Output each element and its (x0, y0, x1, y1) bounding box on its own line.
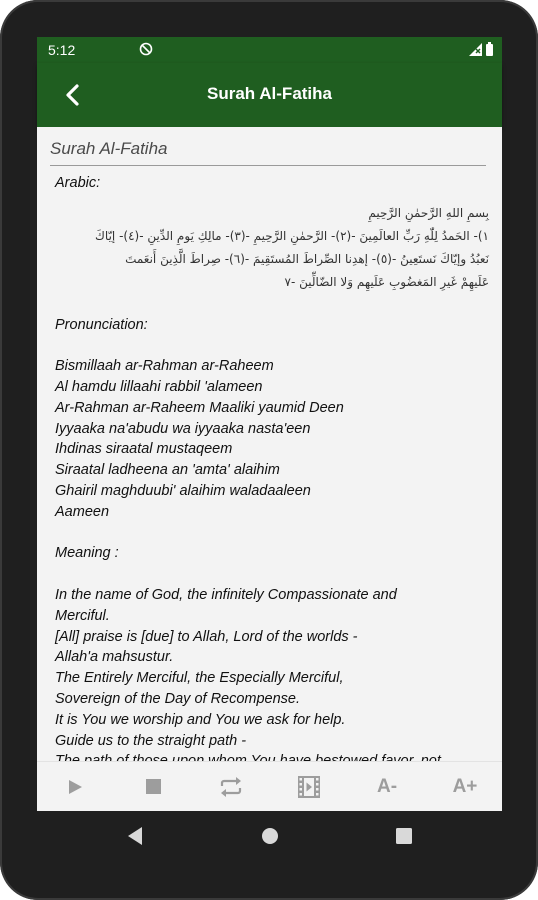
video-button[interactable] (279, 762, 339, 811)
pronunciation-line: Ar-Rahman ar-Raheem Maaliki yaumid Deen (55, 399, 344, 416)
pronunciation-line: Iyyaaka na'abudu wa iyyaaka nasta'een (55, 420, 311, 437)
system-nav-bar (37, 810, 502, 863)
app-bar-title: Surah Al-Fatiha (207, 84, 332, 103)
repeat-icon (219, 777, 243, 797)
arabic-line: بِسمِ اللهِ الرَّحمٰنِ الرَّحِيمِ (368, 205, 489, 220)
recents-square-icon[interactable] (395, 826, 413, 846)
status-time: 5:12 (48, 42, 76, 58)
meaning-line: Guide us to the straight path - (55, 732, 247, 749)
meaning-label: Meaning : (55, 545, 119, 562)
arabic-line: ١)- الحَمدُ لِلّٰهِ رَبِّ العالَمِينَ -(٢)- الرَّحمٰنِ الرَّحِيمِ -(٣)- مالِكِ يَومِ الدِّينِ -(٤)- إيّاكَ (95, 228, 489, 243)
meaning-line: In the name of God, the infinitely Compassionate and (55, 586, 397, 603)
pronunciation-line: Ghairil maghduubi' alaihim waladaaleen (55, 482, 311, 499)
screen (37, 37, 502, 810)
pronunciation-line: Aameen (55, 503, 110, 520)
pronunciation-line: Ihdinas siraatal mustaqeem (55, 441, 233, 458)
film-icon (297, 775, 321, 799)
font-increase-button[interactable]: A+ (452, 775, 478, 797)
arabic-label: Arabic: (55, 175, 101, 191)
pronunciation-label: Pronunciation: (55, 316, 148, 333)
meaning-line: The Entirely Merciful, the Especially Merciful, (55, 670, 344, 687)
arabic-line: عَلَيهِمْ غَيرِ المَغضُوبِ عَلَيهِم وَلا الضّالِّينَ -٧ (284, 274, 489, 289)
meaning-line: [All] praise is [due] to Allah, Lord of the worlds - (55, 628, 358, 645)
meaning-line: Allah'a mahsustur. (55, 649, 174, 666)
repeat-button[interactable] (201, 762, 261, 811)
pronunciation-line: Bismillaah ar-Rahman ar-Raheem (55, 358, 274, 375)
play-button[interactable] (45, 762, 105, 811)
do-not-disturb-icon (139, 42, 153, 56)
signal-icon (469, 43, 482, 56)
meaning-line: Merciful. (55, 607, 110, 624)
status-bar (37, 37, 502, 63)
font-decrease-button[interactable]: A- (376, 775, 398, 797)
surah-heading: Surah Al-Fatiha (50, 139, 486, 166)
play-icon (67, 779, 83, 795)
surah-body (55, 173, 487, 772)
pronunciation-line: Siraatal ladheena an 'amta' alaihim (55, 462, 280, 479)
battery-icon (486, 42, 493, 56)
stop-icon (146, 779, 161, 794)
playback-controls (37, 761, 502, 811)
meaning-line: It is You we worship and You we ask for help. (55, 711, 346, 728)
pronunciation-line: Al hamdu lillaahi rabbil 'alameen (55, 378, 263, 395)
home-circle-icon[interactable] (261, 826, 279, 846)
stop-button[interactable] (123, 762, 183, 811)
meaning-line: Sovereign of the Day of Recompense. (55, 690, 301, 707)
app-bar (37, 63, 502, 127)
arabic-line: نَعبُدُ وإيّاكَ نَستَعِينُ -(٥)- إهدِنا الصِّراطَ المُستَقِيمَ -(٦)- صِراطَ الَّذِينَ أَنعَمتَ (125, 251, 489, 266)
back-triangle-icon[interactable] (126, 826, 144, 846)
surah-content[interactable] (37, 127, 502, 761)
arabic-text (55, 202, 489, 294)
